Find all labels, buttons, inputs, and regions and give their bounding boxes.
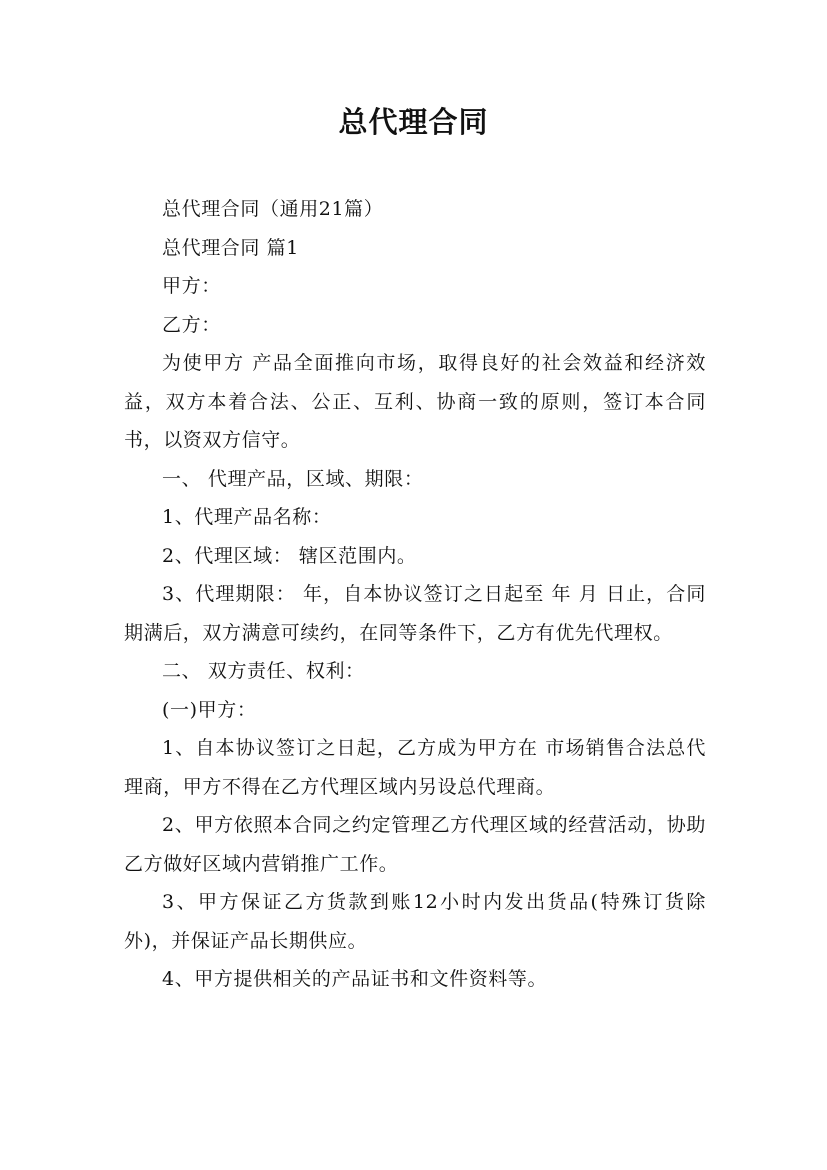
paragraph-duty-4: 4、甲方提供相关的产品证书和文件资料等。	[162, 968, 548, 990]
paragraph-clause-1-2: 2、代理区域： 辖区范围内。	[162, 544, 417, 567]
paragraph-clause-2-heading: 二、 双方责任、权利：	[162, 660, 365, 682]
paragraph-clause-1-heading: 一、 代理产品，区域、期限：	[162, 467, 424, 490]
paragraph-duty-2: 2、甲方依照本合同之约定管理乙方代理区域的经营活动，协助乙方做好区域内营销推广工作。	[124, 814, 706, 875]
paragraph-subtitle: 总代理合同（通用21篇）	[162, 198, 384, 220]
paragraph-party-b: 乙方：	[162, 313, 221, 336]
paragraph-clause-1-3: 3、代理期限： 年，自本协议签订之日起至 年 月 日止，合同期满后，双方满意可续约，在同等条件下，乙方有优先代理权。	[124, 583, 706, 644]
document-body	[124, 190, 706, 999]
paragraph-party-a: 甲方：	[162, 275, 221, 297]
paragraph-duty-3: 3、甲方保证乙方货款到账12小时内发出货品(特殊订货除外)，并保证产品长期供应。	[124, 891, 706, 952]
paragraph-clause-1-1: 1、代理产品名称：	[162, 506, 332, 528]
document-title: 总代理合同	[338, 105, 489, 139]
paragraph-party-a-duties-heading: (一)甲方：	[162, 698, 257, 721]
paragraph-preamble: 为使甲方 产品全面推向市场，取得良好的社会效益和经济效益，双方本着合法、公正、互利、协商一致的原则，签订本合同书，以资双方信守。	[124, 352, 706, 451]
paragraph-section-heading: 总代理合同 篇1	[162, 236, 299, 259]
paragraph-duty-1: 1、自本协议签订之日起，乙方成为甲方在 市场销售合法总代理商，甲方不得在乙方代理区域内另设总代理商。	[124, 737, 706, 798]
